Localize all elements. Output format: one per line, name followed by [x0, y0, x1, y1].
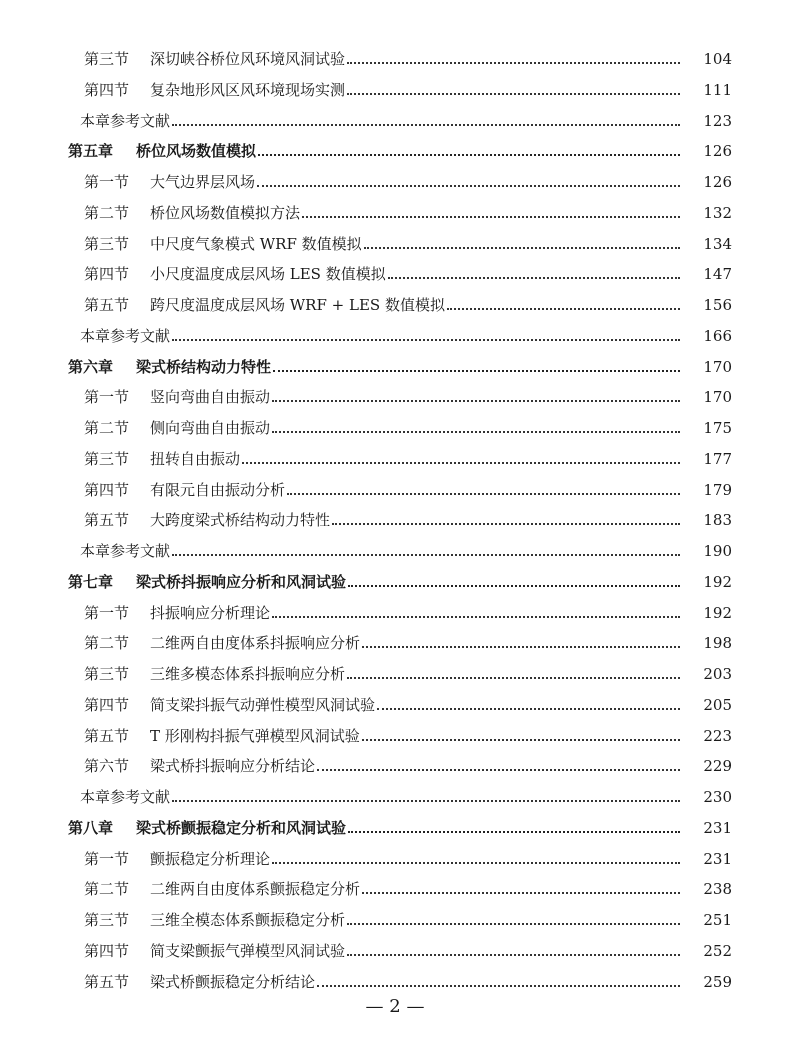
- entry-title: 复杂地形风区风环境现场实测: [150, 80, 346, 99]
- toc-section-entry: [0, 382, 790, 406]
- toc-section-entry: [0, 905, 790, 929]
- entry-title: 本章参考文献: [80, 326, 171, 345]
- section-number: 第五节: [84, 972, 130, 991]
- dot-leader: [362, 646, 680, 648]
- chapter-number: 第五章: [68, 142, 114, 161]
- toc-section-entry: [0, 844, 790, 868]
- entry-page-number: 147: [703, 265, 732, 284]
- entry-page-number: 198: [703, 634, 732, 653]
- toc-chapter-entry: [0, 136, 790, 160]
- section-number: 第三节: [84, 50, 130, 68]
- entry-title: 中尺度气象模式 WRF 数值模拟: [150, 234, 362, 253]
- entry-title: 跨尺度温度成层风场 WRF + LES 数值模拟: [150, 296, 445, 314]
- dot-leader: [242, 462, 680, 464]
- entry-title: 桥位风场数值模拟方法: [150, 203, 301, 222]
- section-number: 第四节: [84, 480, 130, 499]
- dot-leader: [272, 616, 680, 618]
- toc-section-entry: [0, 413, 790, 437]
- dot-leader: [364, 247, 680, 249]
- section-number: 第一节: [84, 173, 130, 191]
- toc-section-entry: [0, 290, 790, 314]
- entry-page-number: 192: [703, 603, 732, 622]
- entry-page-number: 126: [703, 142, 732, 161]
- entry-page-number: 231: [703, 849, 732, 868]
- entry-page-number: 203: [703, 665, 732, 683]
- page-number: — 2 —: [365, 996, 425, 1017]
- entry-page-number: 104: [703, 50, 732, 68]
- entry-title: 有限元自由振动分析: [150, 480, 286, 499]
- dot-leader: [317, 985, 680, 987]
- dot-leader: [377, 708, 680, 710]
- entry-title: 梁式桥颤振稳定分析和风洞试验: [136, 818, 347, 837]
- entry-page-number: 170: [703, 357, 732, 376]
- entry-page-number: 231: [703, 818, 732, 837]
- toc-section-entry: [0, 505, 790, 529]
- section-number: 第一节: [84, 849, 130, 868]
- dot-leader: [347, 923, 680, 925]
- toc-section-entry: [0, 44, 790, 68]
- dot-leader: [273, 370, 680, 372]
- entry-page-number: 229: [703, 757, 732, 776]
- dot-leader: [347, 93, 680, 95]
- toc-section-entry: [0, 259, 790, 283]
- toc-section-entry: [0, 874, 790, 898]
- entry-title: 梁式桥抖振响应分析和风洞试验: [136, 572, 347, 591]
- entry-page-number: 166: [703, 326, 732, 345]
- dot-leader: [347, 954, 680, 956]
- entry-title: 大跨度梁式桥结构动力特性: [150, 511, 331, 530]
- dot-leader: [272, 431, 680, 433]
- dot-leader: [347, 62, 680, 64]
- toc-references-entry: [0, 321, 790, 345]
- section-number: 第三节: [84, 449, 130, 468]
- toc-section-entry: [0, 721, 790, 745]
- entry-title: 二维两自由度体系抖振响应分析: [150, 634, 361, 653]
- entry-page-number: 175: [703, 419, 732, 437]
- section-number: 第三节: [84, 911, 130, 929]
- toc-section-entry: [0, 751, 790, 775]
- entry-title: 二维两自由度体系颤振稳定分析: [150, 880, 361, 899]
- entry-page-number: 238: [703, 880, 732, 899]
- entry-page-number: 251: [703, 911, 732, 929]
- entry-page-number: 179: [703, 480, 732, 499]
- entry-title: 深切峡谷桥位风环境风洞试验: [150, 50, 346, 68]
- section-number: 第三节: [84, 665, 130, 683]
- dot-leader: [257, 185, 680, 187]
- dot-leader: [317, 769, 680, 771]
- entry-title: 小尺度温度成层风场 LES 数值模拟: [150, 265, 386, 284]
- entry-title: 竖向弯曲自由振动: [150, 388, 271, 407]
- section-number: 第三节: [84, 234, 130, 253]
- entry-title: 扭转自由振动: [150, 449, 241, 468]
- entry-page-number: 259: [703, 972, 732, 991]
- entry-page-number: 123: [703, 111, 732, 130]
- toc-section-entry: [0, 229, 790, 253]
- dot-leader: [348, 585, 680, 587]
- section-number: 第四节: [84, 80, 130, 99]
- toc-section-entry: [0, 444, 790, 468]
- entry-title: 三维全模态体系颤振稳定分析: [150, 911, 346, 929]
- chapter-number: 第六章: [68, 357, 114, 376]
- section-number: 第四节: [84, 941, 130, 960]
- dot-leader: [172, 554, 680, 556]
- entry-page-number: 111: [703, 80, 732, 99]
- entry-title: 桥位风场数值模拟: [136, 142, 257, 161]
- dot-leader: [272, 862, 680, 864]
- section-number: 第一节: [84, 603, 130, 622]
- dot-leader: [272, 400, 680, 402]
- entry-title: 梁式桥颤振稳定分析结论: [150, 972, 316, 991]
- dot-leader: [362, 892, 680, 894]
- section-number: 第二节: [84, 203, 130, 222]
- entry-title: 三维多模态体系抖振响应分析: [150, 665, 346, 683]
- dot-leader: [388, 277, 680, 279]
- toc-section-entry: [0, 967, 790, 991]
- section-number: 第四节: [84, 265, 130, 284]
- dot-leader: [258, 154, 680, 156]
- dot-leader: [447, 308, 680, 310]
- dot-leader: [287, 493, 680, 495]
- section-number: 第五节: [84, 726, 130, 745]
- entry-page-number: 156: [703, 296, 732, 314]
- dot-leader: [172, 800, 680, 802]
- section-number: 第二节: [84, 880, 130, 899]
- entry-title: 梁式桥结构动力特性: [136, 357, 272, 376]
- toc-references-entry: [0, 106, 790, 130]
- entry-page-number: 132: [703, 203, 732, 222]
- entry-page-number: 192: [703, 572, 732, 591]
- entry-page-number: 183: [703, 511, 732, 530]
- entry-page-number: 230: [703, 788, 732, 806]
- toc-chapter-entry: [0, 567, 790, 591]
- entry-title: 大气边界层风场: [150, 173, 256, 191]
- toc-section-entry: [0, 167, 790, 191]
- dot-leader: [172, 339, 680, 341]
- entry-title: 简支梁颤振气弹模型风洞试验: [150, 941, 346, 960]
- toc-section-entry: [0, 475, 790, 499]
- toc-references-entry: [0, 536, 790, 560]
- toc-section-entry: [0, 75, 790, 99]
- entry-page-number: 252: [703, 941, 732, 960]
- entry-title: 本章参考文献: [80, 788, 171, 806]
- entry-title: 侧向弯曲自由振动: [150, 419, 271, 437]
- dot-leader: [362, 739, 680, 741]
- toc-section-entry: [0, 198, 790, 222]
- section-number: 第二节: [84, 419, 130, 437]
- entry-title: 颤振稳定分析理论: [150, 849, 271, 868]
- dot-leader: [332, 523, 680, 525]
- entry-title: 抖振响应分析理论: [150, 603, 271, 622]
- entry-title: 简支梁抖振气动弹性模型风洞试验: [150, 695, 376, 714]
- entry-page-number: 223: [703, 726, 732, 745]
- toc-section-entry: [0, 598, 790, 622]
- section-number: 第五节: [84, 296, 130, 314]
- dot-leader: [302, 216, 680, 218]
- toc-chapter-entry: [0, 813, 790, 837]
- section-number: 第二节: [84, 634, 130, 653]
- entry-title: 梁式桥抖振响应分析结论: [150, 757, 316, 776]
- section-number: 第六节: [84, 757, 130, 776]
- section-number: 第五节: [84, 511, 130, 530]
- entry-page-number: 134: [703, 234, 732, 253]
- entry-title: 本章参考文献: [80, 111, 171, 130]
- toc-section-entry: [0, 659, 790, 683]
- toc-references-entry: [0, 782, 790, 806]
- chapter-number: 第七章: [68, 572, 114, 591]
- toc-section-entry: [0, 690, 790, 714]
- chapter-number: 第八章: [68, 818, 114, 837]
- entry-page-number: 126: [703, 173, 732, 191]
- toc-section-entry: [0, 936, 790, 960]
- dot-leader: [348, 831, 680, 833]
- entry-title: 本章参考文献: [80, 542, 171, 560]
- section-number: 第四节: [84, 695, 130, 714]
- entry-page-number: 205: [703, 695, 732, 714]
- dot-leader: [347, 677, 680, 679]
- entry-title: T 形刚构抖振气弹模型风洞试验: [150, 726, 360, 745]
- entry-page-number: 177: [703, 449, 732, 468]
- section-number: 第一节: [84, 388, 130, 407]
- entry-page-number: 170: [703, 388, 732, 407]
- toc-section-entry: [0, 628, 790, 652]
- entry-page-number: 190: [703, 542, 732, 560]
- dot-leader: [172, 124, 680, 126]
- toc-chapter-entry: [0, 352, 790, 376]
